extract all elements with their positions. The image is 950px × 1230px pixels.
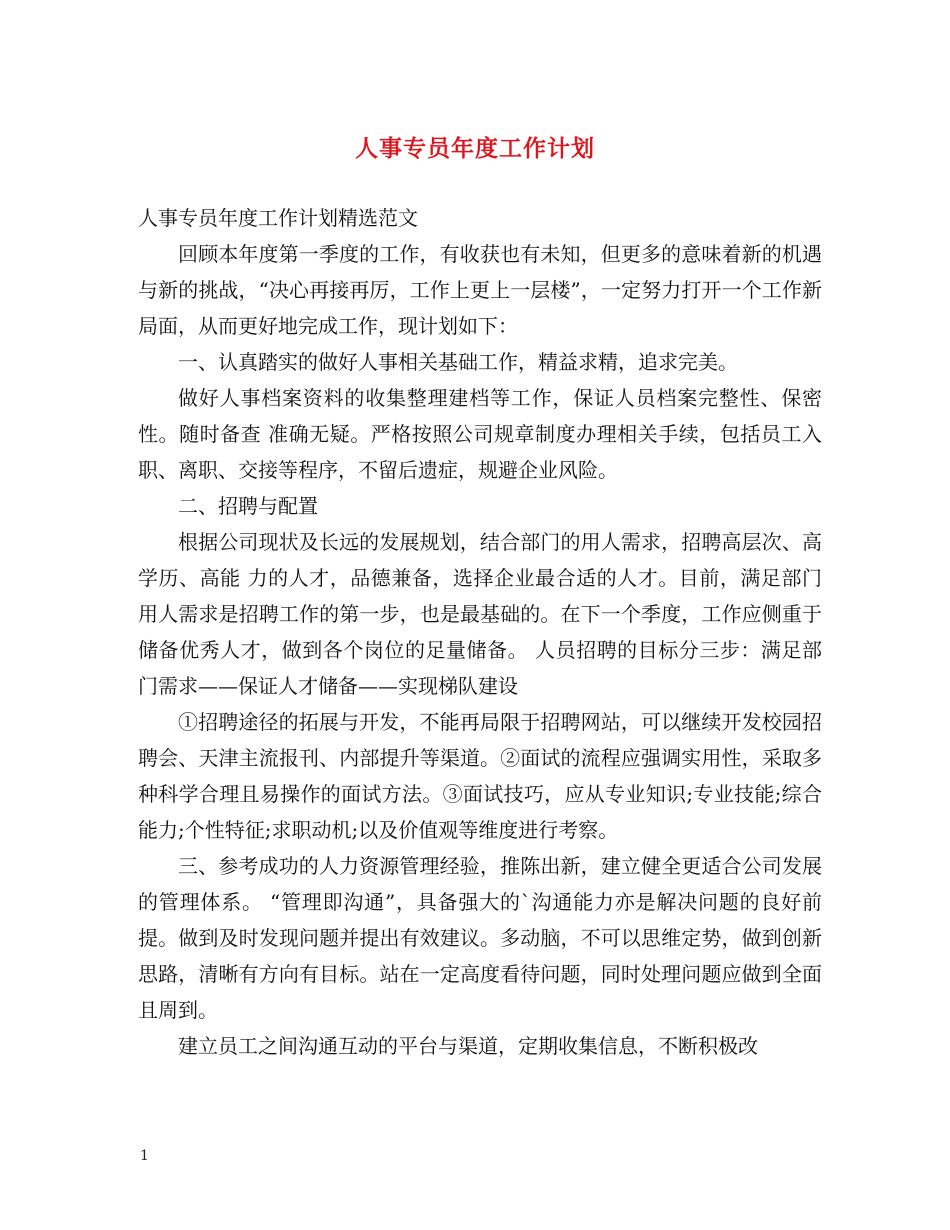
body-paragraph: 做好人事档案资料的收集整理建档等工作，保证人员档案完整性、保密性。随时备查 准确无疑。严格按照公司规章制度办理相关手续，包括员工入职、离职、交接等程序，不留后遗症，规避企业风险。: [138, 386, 822, 482]
body-paragraph: 根据公司现状及长远的发展规划，结合部门的用人需求，招聘高层次、高学历、高能 力的人才，品德兼备，选择企业最合适的人才。目前，满足部门用人需求是招聘工作的第一步，也是最基础的。在下一个季度，工作应侧重于储备优秀人才，做到各个岗位的足量储备。 人员招聘的目标分三步：满足部门需求——保证人才储备——实现梯队建设: [138, 530, 822, 698]
document-body: [138, 200, 822, 1064]
body-paragraph: 建立员工之间沟通互动的平台与渠道，定期收集信息，不断积极改: [178, 1034, 758, 1058]
page-number: 1: [140, 1148, 149, 1164]
section-heading-2: 二、招聘与配置: [178, 494, 318, 518]
intro-paragraph: 回顾本年度第一季度的工作，有收获也有未知，但更多的意味着新的机遇与新的挑战，“决心再接再厉，工作上更上一层楼”，一定努力打开一个工作新局面，从而更好地完成工作，现计划如下：: [138, 242, 822, 338]
section-heading-3: 三、参考成功的人力资源管理经验，推陈出新，建立健全更适合公司发展的管理体系。 “管理即沟通”，具备强大的`沟通能力亦是解决问题的良好前提。做到及时发现问题并提出有效建议。多动脑，不可以思维定势，做到创新思路，清晰有方向有目标。站在一定高度看待问题，同时处理问题应做到全面且周到。: [138, 854, 822, 1022]
subtitle-paragraph: 人事专员年度工作计划精选范文: [138, 206, 418, 230]
section-heading-1: 一、认真踏实的做好人事相关基础工作，精益求精，追求完美。: [178, 350, 738, 374]
body-paragraph: ①招聘途径的拓展与开发，不能再局限于招聘网站，可以继续开发校园招聘会、天津主流报刊、内部提升等渠道。②面试的流程应强调实用性，采取多种科学合理且易操作的面试方法。③面试技巧，应从专业知识;专业技能;综合能力;个性特征;求职动机;以及价值观等维度进行考察。: [138, 710, 822, 842]
document-title: 人事专员年度工作计划: [355, 135, 595, 162]
